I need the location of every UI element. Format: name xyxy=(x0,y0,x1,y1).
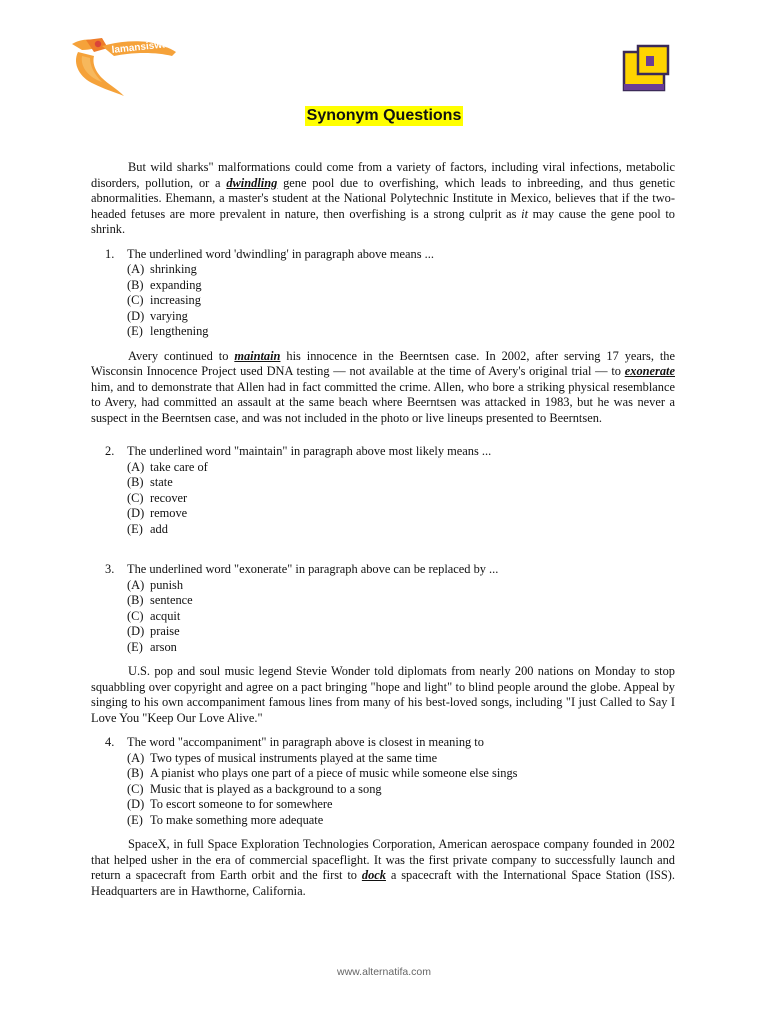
publisher-logo-icon xyxy=(620,44,670,92)
lamansiswa-logo xyxy=(68,34,178,98)
footer-url[interactable]: www.alternatifa.com xyxy=(337,966,431,978)
passage-2: Avery continued to maintain his innocence in the Beerntsen case. In 2002, after serving 17 years, the Wisconsin Innocence Project used DNA testing — not available at the time of Avery's original trial — to exonerate him, and to demonstrate that Allen had in fact committed the crime. Allen, who bore a striking physical resemblance to Avery, had committed an assault at the same beach where Beerntsen was attacked in 1983, but he was never a suspect in the Beerntsen case, and was not included in the photo or live lineups presented to Beerntsen. xyxy=(91,348,675,425)
option-a: (A) shrinking xyxy=(127,262,197,276)
passage-4: SpaceX, in full Space Exploration Technologies Corporation, American aerospace company founded in 2002 that helped usher in the era of commercial spaceflight. It was the first private company to successfully launch and return a spacecraft from Earth orbit and the first to dock a spacecraft with the International Space Station (ISS). Headquarters are in Hawthorne, California. xyxy=(91,837,675,898)
option-b: (B) A pianist who plays one part of a piece of music while someone else sings xyxy=(127,766,518,780)
option-c: (C) recover xyxy=(127,490,188,505)
option-a: (A) punish xyxy=(127,577,184,592)
option-a: (A) take care of xyxy=(127,459,208,474)
question-text: The underlined word 'dwindling' in paragraph above means ... xyxy=(127,246,434,261)
document-body xyxy=(91,160,675,899)
question-text: The word "accompaniment" in paragraph above is closest in meaning to xyxy=(127,735,484,749)
option-b: (B) expanding xyxy=(127,277,202,292)
option-c: (C) increasing xyxy=(127,293,201,307)
question-4: 4. The word "accompaniment" in paragraph above is closest in meaning to (A) Two types of musical instruments played at the same time (B) A pianist who plays one part of a piece of music while someone else sings (C) Music that is played as a background to a song (D) To escort someone to for somewhere (E) To make something more adequate xyxy=(91,735,675,828)
question-text: The underlined word "exonerate" in paragraph above can be replaced by ... xyxy=(127,562,499,576)
option-c: (C) Music that is played as a background to a song xyxy=(127,781,382,796)
option-e: (E) add xyxy=(127,521,168,536)
option-c: (C) acquit xyxy=(127,608,181,623)
question-1: 1. The underlined word 'dwindling' in paragraph above means ... (A) shrinking (B) expanding (C) increasing (D) varying (E) lengthening xyxy=(91,247,675,340)
option-b: (B) state xyxy=(127,475,173,489)
passage-1: But wild sharks" malformations could come from a variety of factors, including viral infections, metabolic disorders, pollution, or a dwindling gene pool due to overfishing, which leads to inbreeding, and thus genetic abnormalities. Ehemann, a master's student at the National Polytechnic Institute in Mexico, believes that if the two-headed fetuses are more prevalent in nature, then overfishing is a strong culprit as it may cause the gene pool to shrink. xyxy=(91,160,676,236)
underlined-word-exonerate: exonerate xyxy=(624,364,675,378)
option-e: (E) lengthening xyxy=(127,324,209,338)
option-a: (A) Two types of musical instruments played at the same time xyxy=(127,750,438,765)
option-e: (E) arson xyxy=(127,639,177,654)
option-d: (D) To escort someone to for somewhere xyxy=(127,797,333,811)
option-b: (B) sentence xyxy=(127,593,193,607)
underlined-word-dwindling: dwindling xyxy=(226,175,278,190)
option-d: (D) remove xyxy=(127,506,188,520)
lamansiswa-logo-text: lamansiswa xyxy=(111,39,169,56)
page-title: Synonym Questions xyxy=(306,107,462,124)
question-3: 3. The underlined word "exonerate" in paragraph above can be replaced by ... (A) punish (B) sentence (C) acquit (D) praise (E) arson xyxy=(91,562,675,655)
lamansiswa-logo-graphic xyxy=(68,34,178,98)
underlined-word-dock: dock xyxy=(361,868,386,882)
question-2: 2. The underlined word "maintain" in paragraph above most likely means ... (A) take care of (B) state (C) recover (D) remove (E) add xyxy=(91,444,675,537)
option-d: (D) praise xyxy=(127,624,180,638)
passage-3: U.S. pop and soul music legend Stevie Wonder told diplomats from nearly 200 nations on Monday to stop squabbling over copyright and agree on a pact bringing "hope and light" to blind people around the globe. Appeal by singing to his own accompaniment famous lines from many of his best-loved songs, including "I just Called to Say I Love You "Keep Our Love Alive." xyxy=(91,664,675,725)
option-d: (D) varying xyxy=(127,308,188,323)
underlined-word-maintain: maintain xyxy=(234,348,281,363)
question-text: The underlined word "maintain" in paragraph above most likely means ... xyxy=(127,444,492,458)
option-e: (E) To make something more adequate xyxy=(127,812,324,827)
